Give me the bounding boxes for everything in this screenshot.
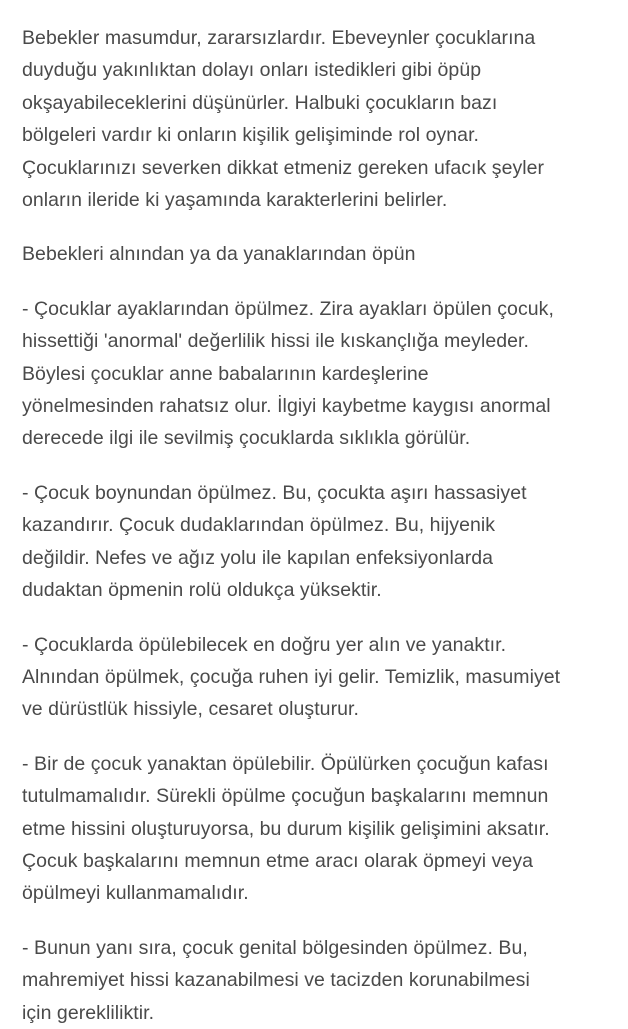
text-line: Bebekler masumdur, zararsızlardır. Ebeveynler çocuklarına [22, 27, 536, 49]
text-line: - Bunun yanı sıra, çocuk genital bölgesinden öpülmez. Bu, [22, 936, 528, 959]
text-line: - Çocuk boynundan öpülmez. Bu, çocukta aşırı hassasiyet [22, 481, 527, 504]
paragraph-neck-lips [22, 477, 608, 607]
text-line: dudaktan öpmenin rolü oldukça yüksektir. [22, 579, 382, 602]
paragraph-feet [22, 293, 608, 455]
text-line: öpülmeyi kullanmamalıdır. [22, 882, 249, 905]
paragraph-subheading [22, 238, 608, 270]
text-line: bölgeleri vardır ki onların kişilik gelişiminde rol oynar. [22, 124, 480, 147]
text-line: okşayabileceklerini düşünürler. Halbuki çocukların bazı [22, 91, 498, 114]
paragraph-forehead [22, 629, 608, 726]
text-line: mahremiyet hissi kazanabilmesi ve tacizden korunabilmesi [22, 969, 530, 992]
text-line: etme hissini oluşturuyorsa, bu durum kişilik gelişimini aksatır. [22, 817, 550, 840]
text-line: - Çocuklarda öpülebilecek en doğru yer alın ve yanaktır. [22, 633, 507, 656]
text-line: Çocuklarınızı severken dikkat etmeniz gereken ufacık şeyler [22, 156, 545, 179]
text-line: ve dürüstlük hissiyle, cesaret oluşturur. [22, 698, 359, 721]
text-line: için gerekliliktir. [22, 1001, 155, 1024]
paragraph-intro [22, 22, 608, 216]
text-line: Alnından öpülmek, çocuğa ruhen iyi gelir. Temizlik, masumiyet [22, 665, 561, 688]
text-line: derecede ilgi ile sevilmiş çocuklarda sıklıkla görülür. [22, 427, 471, 450]
text-line: hissettiği 'anormal' değerlilik hissi ile kıskançlığa meyleder. [22, 330, 529, 353]
text-line: kazandırır. Çocuk dudaklarından öpülmez. Bu, hijyenik [22, 514, 496, 537]
text-line: duyduğu yakınlıktan dolayı onları istedikleri gibi öpüp [22, 59, 482, 82]
text-line: Böylesi çocuklar anne babalarının kardeşlerine [22, 362, 429, 385]
text-line: değildir. Nefes ve ağız yolu ile kapılan enfeksiyonlarda [22, 546, 494, 569]
text-line: Çocuk başkalarını memnun etme aracı olarak öpmeyi veya [22, 849, 534, 872]
text-line: Bebekleri alnından ya da yanaklarından öpün [22, 243, 416, 266]
text-line: onların ileride ki yaşamında karakterlerini belirler. [22, 189, 448, 212]
text-line: tutulmamalıdır. Sürekli öpülme çocuğun başkalarını memnun [22, 785, 549, 808]
text-line: - Bir de çocuk yanaktan öpülebilir. Öpülürken çocuğun kafası [22, 752, 549, 775]
text-line: - Çocuklar ayaklarından öpülmez. Zira ayakları öpülen çocuk, [22, 297, 554, 320]
text-line: yönelmesinden rahatsız olur. İlgiyi kaybetme kaygısı anormal [22, 395, 551, 418]
paragraph-privacy [22, 932, 608, 1029]
paragraph-cheek [22, 748, 608, 910]
